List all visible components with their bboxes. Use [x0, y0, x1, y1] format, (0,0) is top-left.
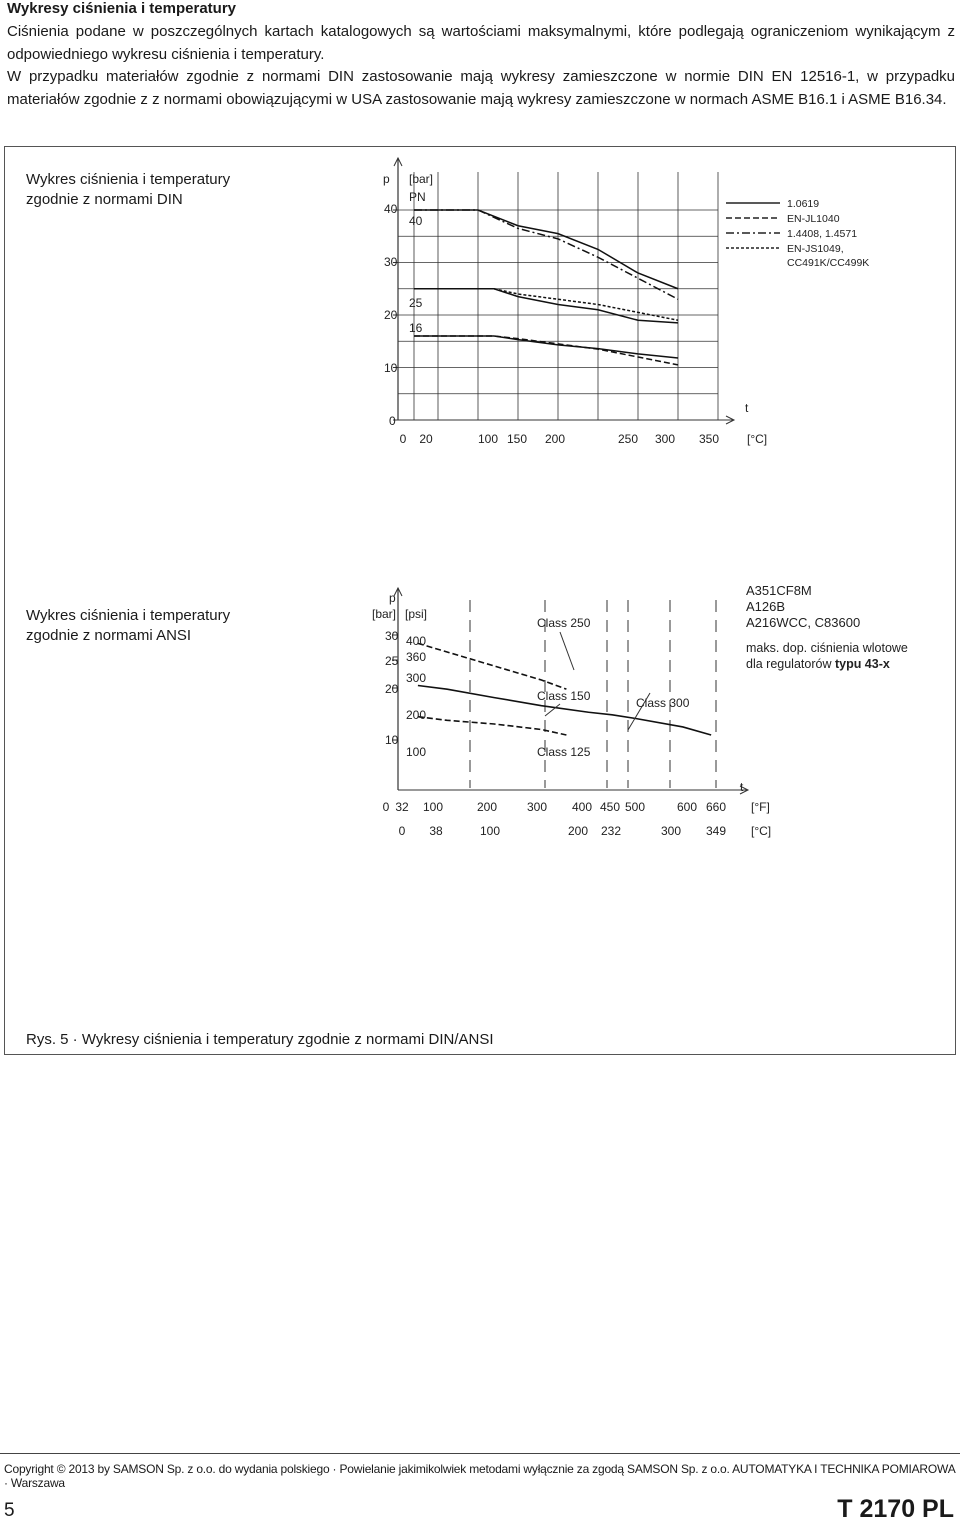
ansi-f-tick-label: 500: [624, 800, 646, 814]
ansi-class-300: Class 300: [636, 696, 690, 710]
ansi-bar-30: 30: [385, 629, 399, 643]
din-xtick-label: 250: [617, 432, 639, 446]
ansi-f-tick-label: 300: [526, 800, 548, 814]
din-ytick-20: 20: [384, 308, 398, 322]
ansi-material-3: A216WCC, C83600: [746, 615, 861, 630]
ansi-c-tick-label: 38: [429, 824, 443, 838]
ansi-note-prefix: dla regulatorów: [746, 657, 835, 671]
ansi-c-tick-label: 200: [567, 824, 589, 838]
din-label-line2: zgodnie z normami DIN: [26, 191, 183, 208]
ansi-leader-line: [560, 632, 574, 670]
ansi-axis-p: p: [389, 591, 396, 605]
ansi-axis-t: t: [740, 780, 744, 794]
ansi-c-tick-label: 300: [660, 824, 682, 838]
ansi-unit-psi: [psi]: [405, 607, 428, 621]
ansi-c-ticks: [399, 824, 727, 838]
ansi-f-tick-label: 660: [705, 800, 727, 814]
ansi-material-1: A351CF8M: [746, 583, 812, 598]
copyright-text: Copyright © 2013 by SAMSON Sp. z o.o. do wydania polskiego · Powielanie jakimikolwiek metodami wyłącznie za zgodą SAMSON Sp. z o.o. AUTOMATYKA I TECHNIKA POMIAROWA · Warszawa: [4, 1462, 955, 1490]
din-axis-p: p: [383, 172, 390, 186]
din-xtick-label: 300: [654, 432, 676, 446]
ansi-series-line: [418, 643, 567, 689]
din-legend-label: EN-JL1040: [787, 213, 840, 225]
din-xtick-label: 350: [698, 432, 720, 446]
intro-paragraph-2: W przypadku materiałów zgodnie z normami DIN zastosowanie mają wykresy zamieszczone w normie DIN EN 12516-1, w przypadku materiałów zgodnie z z normami obowiązującymi w USA zastosowanie mają wykresy zamieszczone w normach ASME B16.1 i ASME B16.34.: [7, 68, 955, 108]
ansi-material-2: A126B: [746, 599, 786, 614]
ansi-c-tick-label: 349: [705, 824, 727, 838]
din-pn-16: 16: [409, 321, 423, 335]
ansi-bar-10: 10: [385, 733, 399, 747]
ansi-class-125: Class 125: [537, 745, 591, 759]
ansi-label-line2: zgodnie z normami ANSI: [26, 627, 192, 644]
ansi-f-tick-label: 450: [599, 800, 621, 814]
ansi-series-line: [418, 717, 567, 735]
ansi-psi-300: 300: [406, 671, 427, 685]
din-x-unit: [°C]: [747, 432, 768, 446]
ansi-series: [418, 632, 711, 735]
ansi-f-tick-label: 32: [395, 800, 409, 814]
ansi-f-tick-label: 600: [676, 800, 698, 814]
figure-caption: Rys. 5 · Wykresy ciśnienia i temperatury zgodnie z normami DIN/ANSI: [26, 1031, 494, 1048]
ansi-c-tick-label: 0: [398, 824, 406, 838]
ansi-psi-100: 100: [406, 745, 427, 759]
din-pn-label: PN: [409, 190, 426, 204]
din-xtick-label: 100: [477, 432, 499, 446]
ansi-f-ticks: [383, 800, 727, 814]
din-label-line1: Wykres ciśnienia i temperatury: [26, 171, 231, 188]
din-legend-label: 1.0619: [787, 198, 820, 210]
ansi-c-tick-label: 100: [479, 824, 501, 838]
ansi-note-line1: maks. dop. ciśnienia wlotowe: [746, 641, 908, 655]
page-number: 5: [4, 1500, 15, 1521]
ansi-class-250: Class 250: [537, 616, 591, 630]
ansi-f-tick-label: 100: [422, 800, 444, 814]
din-legend-label: CC491K/CC499K: [787, 257, 870, 269]
din-ytick-40: 40: [384, 202, 398, 216]
ansi-psi-360: 360: [406, 650, 427, 664]
ansi-unit-bar: [bar]: [372, 607, 397, 621]
din-pn-40: 40: [409, 214, 423, 228]
ansi-unit-f: [°F]: [751, 800, 770, 814]
ansi-note-bold: typu 43-x: [834, 657, 890, 671]
ansi-f-tick-label: 400: [571, 800, 593, 814]
din-xtick-label: 150: [506, 432, 528, 446]
din-axis-unit: [bar]: [409, 172, 434, 186]
ansi-f-tick-label: 200: [476, 800, 498, 814]
din-ytick-30: 30: [384, 255, 398, 269]
din-xtick-label: 0: [399, 432, 407, 446]
din-xtick-label: 20: [419, 432, 433, 446]
din-axis-t: t: [745, 401, 749, 415]
din-legend-label: 1.4408, 1.4571: [787, 228, 858, 240]
din-legend-label: EN-JS1049,: [787, 243, 844, 255]
din-pn-25: 25: [409, 296, 423, 310]
footer-divider: [0, 1453, 960, 1454]
ansi-bar-25: 25: [385, 654, 399, 668]
din-ytick-0: 0: [389, 414, 396, 428]
ansi-c-tick-label: 232: [600, 824, 622, 838]
ansi-note-line2: [746, 657, 890, 671]
ansi-f-tick-label: 0: [382, 800, 390, 814]
intro-paragraph-1: Ciśnienia podane w poszczególnych kartach katalogowych są wartościami maksymalnymi, które podlegają ograniczeniom wynikającym z odpowiedniego wykresu ciśnienia i temperatury.: [7, 23, 955, 63]
document-code: T 2170 PL: [837, 1495, 954, 1523]
page-title: Wykresy ciśnienia i temperatury: [7, 0, 236, 17]
ansi-psi-400: 400: [406, 634, 427, 648]
ansi-unit-c: [°C]: [751, 824, 772, 838]
din-xtick-label: 200: [544, 432, 566, 446]
ansi-class-150: Class 150: [537, 689, 591, 703]
ansi-label-line1: Wykres ciśnienia i temperatury: [26, 607, 231, 624]
ansi-bar-20: 20: [385, 682, 399, 696]
ansi-psi-200: 200: [406, 708, 427, 722]
din-ytick-10: 10: [384, 361, 398, 375]
